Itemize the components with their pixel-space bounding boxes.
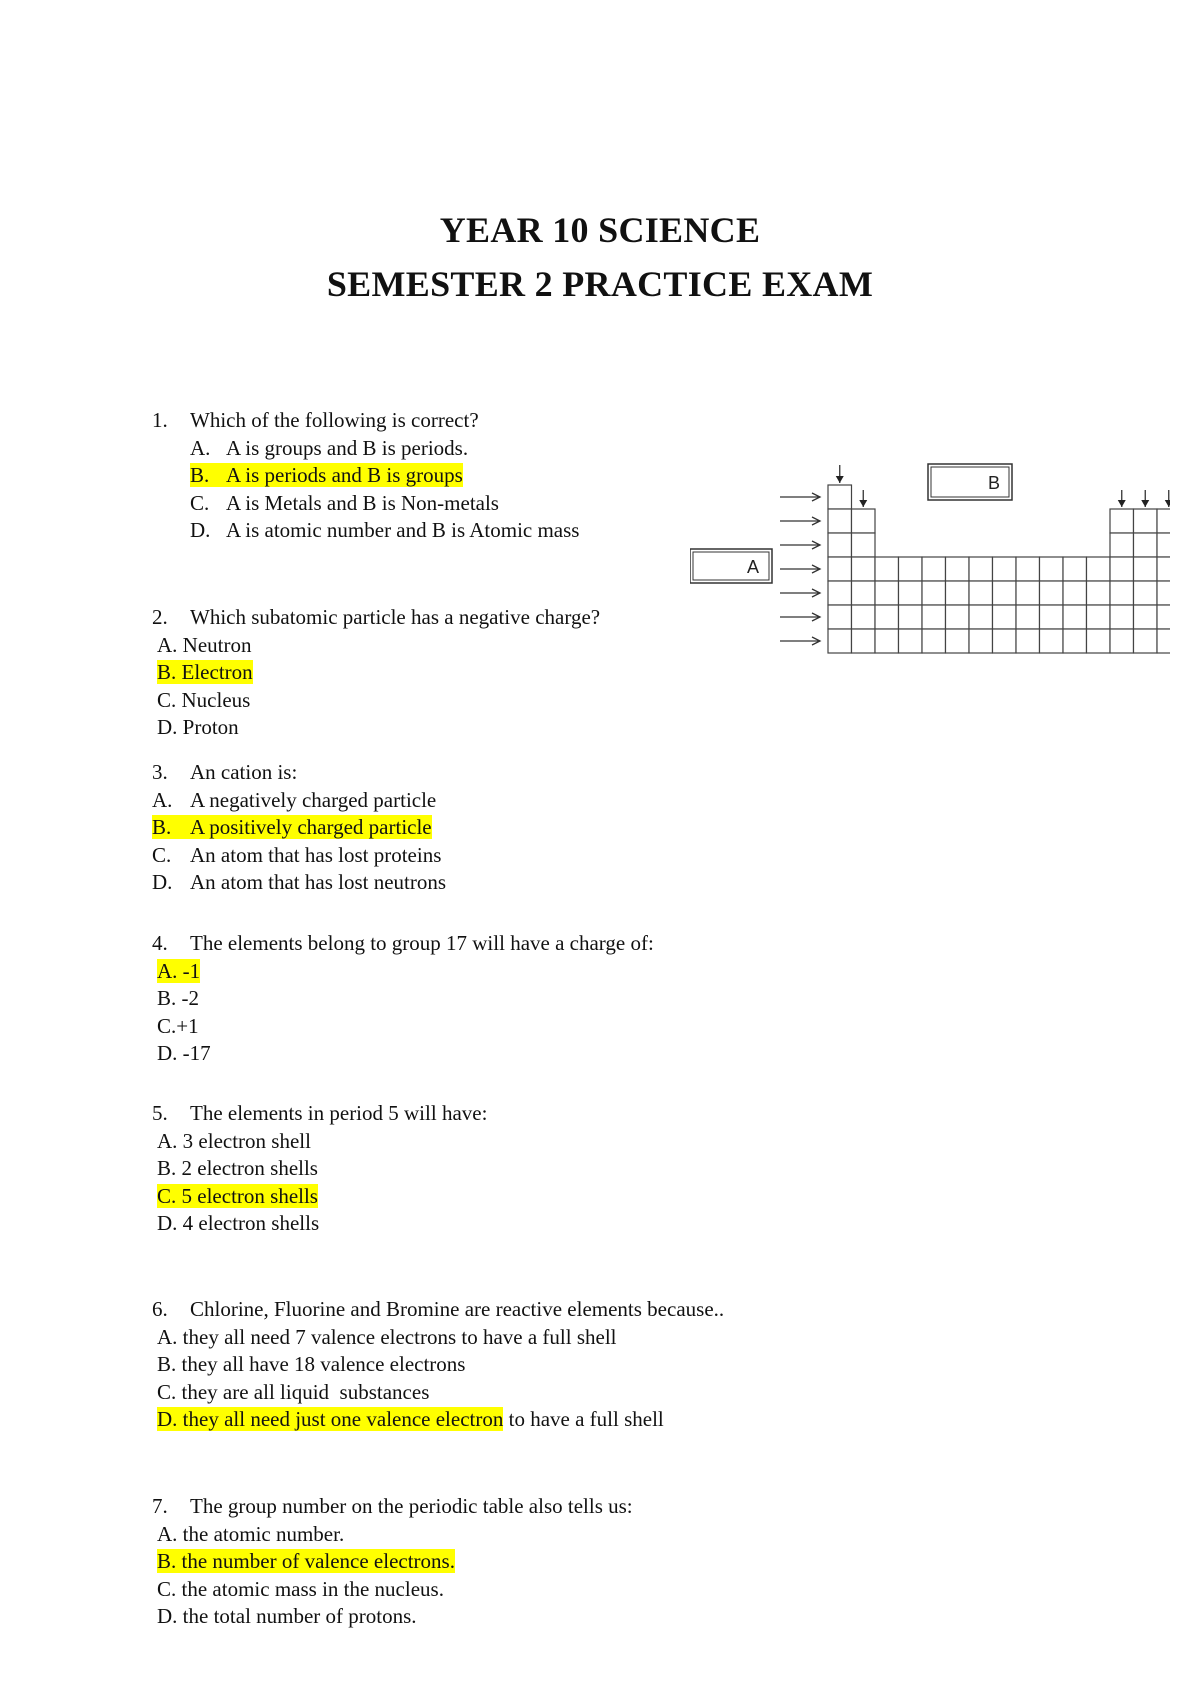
element-cell <box>1110 605 1134 629</box>
element-cell <box>1157 605 1170 629</box>
option-b: B. A is periods and B is groups <box>190 463 463 487</box>
option-c: C. Nucleus <box>157 687 251 712</box>
option-d: D. An atom that has lost neutrons <box>152 870 447 894</box>
question-1 <box>152 407 579 545</box>
element-cell <box>1040 557 1064 581</box>
element-cell <box>1157 557 1170 581</box>
element-cell <box>1063 581 1087 605</box>
element-cell <box>1110 557 1134 581</box>
element-cell <box>1157 629 1170 653</box>
element-cell <box>1016 605 1040 629</box>
element-cell <box>1157 581 1170 605</box>
element-cell <box>993 557 1017 581</box>
element-cell <box>946 581 970 605</box>
element-cell <box>852 509 876 533</box>
exam-subtitle: SEMESTER 2 PRACTICE EXAM <box>326 264 874 304</box>
arrow-right-icon <box>780 517 820 525</box>
element-cell <box>852 629 876 653</box>
question-5 <box>152 1100 487 1238</box>
element-cell <box>828 557 852 581</box>
label-box-a <box>690 549 772 583</box>
element-cell <box>969 581 993 605</box>
option-a: A. they all need 7 valence electrons to have a full shell <box>157 1324 617 1349</box>
arrow-down-icon <box>1118 490 1126 507</box>
option-b: B. Electron <box>157 660 253 684</box>
question-text: Which subatomic particle has a negative charge? <box>190 605 601 629</box>
element-cell <box>1134 581 1158 605</box>
element-cell <box>828 605 852 629</box>
element-cell <box>875 605 899 629</box>
option-b: B. A positively charged particle <box>152 815 432 839</box>
element-cell <box>1063 605 1087 629</box>
element-cell <box>852 605 876 629</box>
element-cell <box>1134 605 1158 629</box>
question-number: 5. <box>152 1101 168 1125</box>
question-number: 1. <box>152 408 168 432</box>
question-number: 4. <box>152 931 168 955</box>
arrow-down-icon <box>1165 490 1170 507</box>
element-cell <box>1134 533 1158 557</box>
question-number: 6. <box>152 1297 168 1321</box>
question-3 <box>152 759 446 897</box>
arrow-down-icon <box>836 465 844 483</box>
element-cell <box>1087 557 1111 581</box>
period-arrows <box>780 493 820 645</box>
label-a: A <box>747 557 760 577</box>
element-cell <box>1016 581 1040 605</box>
arrow-down-icon <box>1141 490 1149 507</box>
exam-title: YEAR 10 SCIENCE <box>439 210 761 250</box>
option-a: A. the atomic number. <box>157 1521 345 1546</box>
element-cell <box>1087 581 1111 605</box>
element-cell <box>922 605 946 629</box>
element-cell <box>852 557 876 581</box>
element-cell <box>1063 557 1087 581</box>
element-cell <box>1134 509 1158 533</box>
element-cell <box>1087 629 1111 653</box>
element-cell <box>946 605 970 629</box>
element-cell <box>1040 629 1064 653</box>
arrow-down-icon <box>859 490 867 507</box>
element-cell <box>969 605 993 629</box>
option-b: B. the number of valence electrons. <box>157 1549 455 1573</box>
element-cell <box>1110 581 1134 605</box>
element-cell <box>852 533 876 557</box>
option-d: D. they all need just one valence electron to have a full shell <box>157 1407 664 1431</box>
question-text: Which of the following is correct? <box>190 408 479 432</box>
element-cell <box>1157 509 1170 533</box>
element-cell <box>946 629 970 653</box>
element-cell <box>828 509 852 533</box>
question-text: The elements in period 5 will have: <box>190 1101 488 1125</box>
element-cell <box>852 581 876 605</box>
option-c: C. 5 electron shells <box>157 1183 318 1208</box>
element-cell <box>828 485 852 509</box>
option-c: C. the atomic mass in the nucleus. <box>157 1576 444 1601</box>
element-cell <box>1040 605 1064 629</box>
option-c: C. An atom that has lost proteins <box>152 842 442 867</box>
option-a: A. A is groups and B is periods. <box>190 435 469 460</box>
element-cell <box>1134 629 1158 653</box>
question-2 <box>152 604 600 742</box>
element-cell <box>828 629 852 653</box>
element-cell <box>899 581 923 605</box>
element-cell <box>875 629 899 653</box>
option-c: C.+1 <box>157 1013 199 1038</box>
element-cell <box>899 605 923 629</box>
option-b: B. -2 <box>157 986 200 1010</box>
element-cell <box>899 629 923 653</box>
element-cell <box>946 557 970 581</box>
element-cell <box>828 581 852 605</box>
element-cell <box>1063 629 1087 653</box>
option-d: D. -17 <box>157 1041 211 1065</box>
element-cell <box>1157 533 1170 557</box>
periodic-table-grid <box>828 485 1170 653</box>
element-cell <box>875 581 899 605</box>
element-cell <box>993 629 1017 653</box>
option-d: D. the total number of protons. <box>157 1604 417 1628</box>
element-cell <box>969 557 993 581</box>
element-cell <box>1040 581 1064 605</box>
element-cell <box>993 581 1017 605</box>
option-c: C. they are all liquid substances <box>157 1379 430 1404</box>
option-a: A. A negatively charged particle <box>152 787 437 812</box>
question-text: Chlorine, Fluorine and Bromine are reactive elements because.. <box>190 1297 725 1321</box>
element-cell <box>969 629 993 653</box>
element-cell <box>899 557 923 581</box>
option-d: D. Proton <box>157 715 239 739</box>
arrow-right-icon <box>780 541 820 549</box>
arrow-right-icon <box>780 637 820 645</box>
periodic-table-diagram <box>690 460 1170 670</box>
element-cell <box>993 605 1017 629</box>
arrow-right-icon <box>780 493 820 501</box>
arrow-right-icon <box>780 613 820 621</box>
element-cell <box>1110 629 1134 653</box>
label-b: B <box>988 473 1001 493</box>
element-cell <box>828 533 852 557</box>
option-d: D. A is atomic number and B is Atomic mass <box>190 518 580 542</box>
option-c: C. A is Metals and B is Non-metals <box>190 490 499 515</box>
question-number: 2. <box>152 605 168 629</box>
question-number: 3. <box>152 760 168 784</box>
question-number: 7. <box>152 1494 168 1518</box>
question-7 <box>152 1493 633 1631</box>
element-cell <box>922 557 946 581</box>
element-cell <box>922 629 946 653</box>
question-6 <box>152 1296 724 1434</box>
element-cell <box>1087 605 1111 629</box>
option-a: A. -1 <box>157 958 201 983</box>
element-cell <box>1110 533 1134 557</box>
option-a: A. Neutron <box>157 632 252 657</box>
element-cell <box>1016 557 1040 581</box>
question-text: The elements belong to group 17 will have a charge of: <box>190 931 654 955</box>
element-cell <box>1110 509 1134 533</box>
option-d: D. 4 electron shells <box>157 1211 320 1235</box>
option-b: B. 2 electron shells <box>157 1156 318 1180</box>
arrow-right-icon <box>780 589 820 597</box>
element-cell <box>922 581 946 605</box>
element-cell <box>875 557 899 581</box>
option-a: A. 3 electron shell <box>157 1128 311 1153</box>
element-cell <box>1016 629 1040 653</box>
question-4 <box>152 930 654 1068</box>
question-text: The group number on the periodic table also tells us: <box>190 1494 633 1518</box>
label-box-b <box>928 464 1012 500</box>
arrow-right-icon <box>780 565 820 573</box>
element-cell <box>1134 557 1158 581</box>
question-text: An cation is: <box>190 760 298 784</box>
option-b: B. they all have 18 valence electrons <box>157 1352 466 1376</box>
